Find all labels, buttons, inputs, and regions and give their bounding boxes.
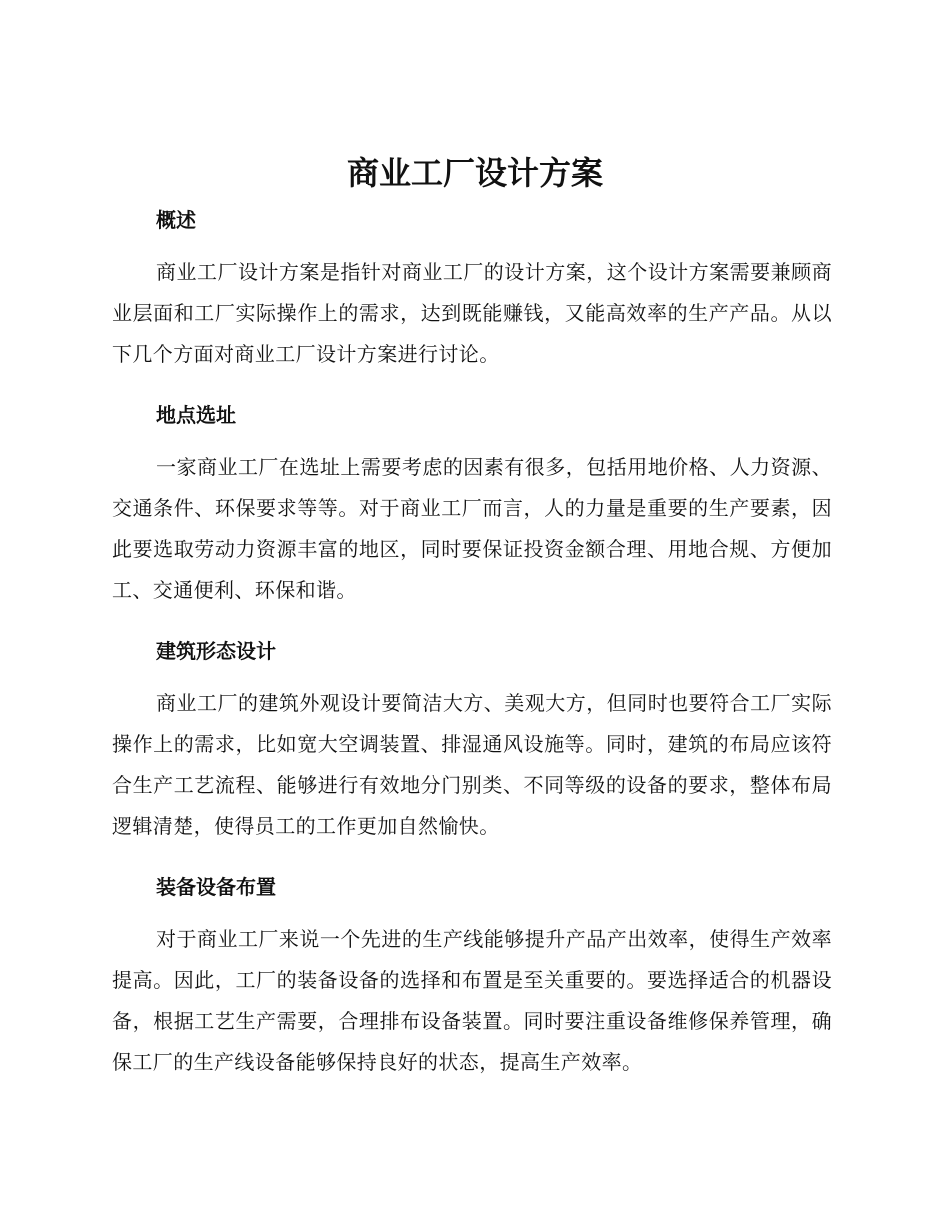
section-paragraph: 商业工厂设计方案是指针对商业工厂的设计方案，这个设计方案需要兼顾商业层面和工厂实际操作上的需求，达到既能赚钱，又能高效率的生产产品。从以下几个方面对商业工厂设计方案进行讨论。 [112,260,832,366]
section-heading: 装备设备布置 [156,875,276,899]
section-paragraph: 商业工厂的建筑外观设计要简洁大方、美观大方，但同时也要符合工厂实际操作上的需求，比如宽大空调装置、排湿通风设施等。同时，建筑的布局应该符合生产工艺流程、能够进行有效地分门别类、不同等级的设备的要求，整体布局逻辑清楚，使得员工的工作更加自然愉快。 [112,691,832,838]
section-building-design [112,637,832,847]
section-paragraph: 一家商业工厂在选址上需要考虑的因素有很多，包括用地价格、人力资源、交通条件、环保要求等等。对于商业工厂而言，人的力量是重要的生产要素，因此要选取劳动力资源丰富的地区，同时要保证投资金额合理、用地合规、方便加工、交通便利、环保和谐。 [112,455,832,602]
section-overview [112,206,832,375]
section-equipment-layout [112,873,832,1083]
section-paragraph: 对于商业工厂来说一个先进的生产线能够提升产品产出效率，使得生产效率提高。因此，工厂的装备设备的选择和布置是至关重要的。要选择适合的机器设备，根据工艺生产需要，合理排布设备装置。同时要注重设备维修保养管理，确保工厂的生产线设备能够保持良好的状态，提高生产效率。 [112,927,832,1074]
section-heading: 概述 [156,208,196,232]
document-title: 商业工厂设计方案 [346,154,603,192]
section-site-selection [112,401,832,611]
section-heading: 地点选址 [156,403,236,427]
section-heading: 建筑形态设计 [156,639,276,663]
